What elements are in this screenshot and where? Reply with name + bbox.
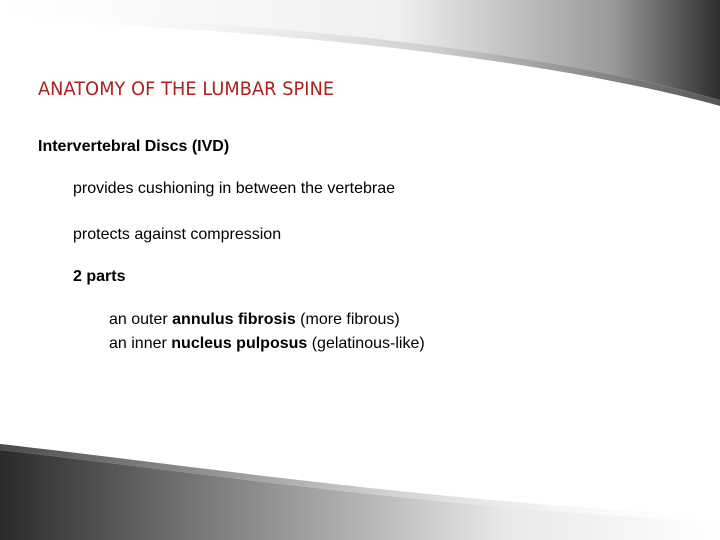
sub-bullet-suffix: (gelatinous-like) <box>307 335 425 352</box>
sub-bullet-suffix: (more fibrous) <box>295 311 400 328</box>
sub-bullet-prefix: an inner <box>109 335 172 352</box>
sub-bullet-prefix: an outer <box>109 311 173 328</box>
sub-bullet-nucleus <box>109 335 425 353</box>
bullet-compression: protects against compression <box>73 226 282 243</box>
section-heading: Intervertebral Discs (IVD) <box>38 138 230 155</box>
slide-title: ANATOMY OF THE LUMBAR SPINE <box>38 78 335 100</box>
sub-bullet-term: annulus fibrosis <box>172 311 296 328</box>
sub-bullet-term: nucleus pulposus <box>171 335 308 352</box>
sub-bullet-annulus <box>109 311 400 329</box>
bullet-two-parts: 2 parts <box>73 268 126 285</box>
bullet-cushioning: provides cushioning in between the vertebrae <box>73 180 395 197</box>
bottom-swoosh-decoration <box>0 430 720 540</box>
